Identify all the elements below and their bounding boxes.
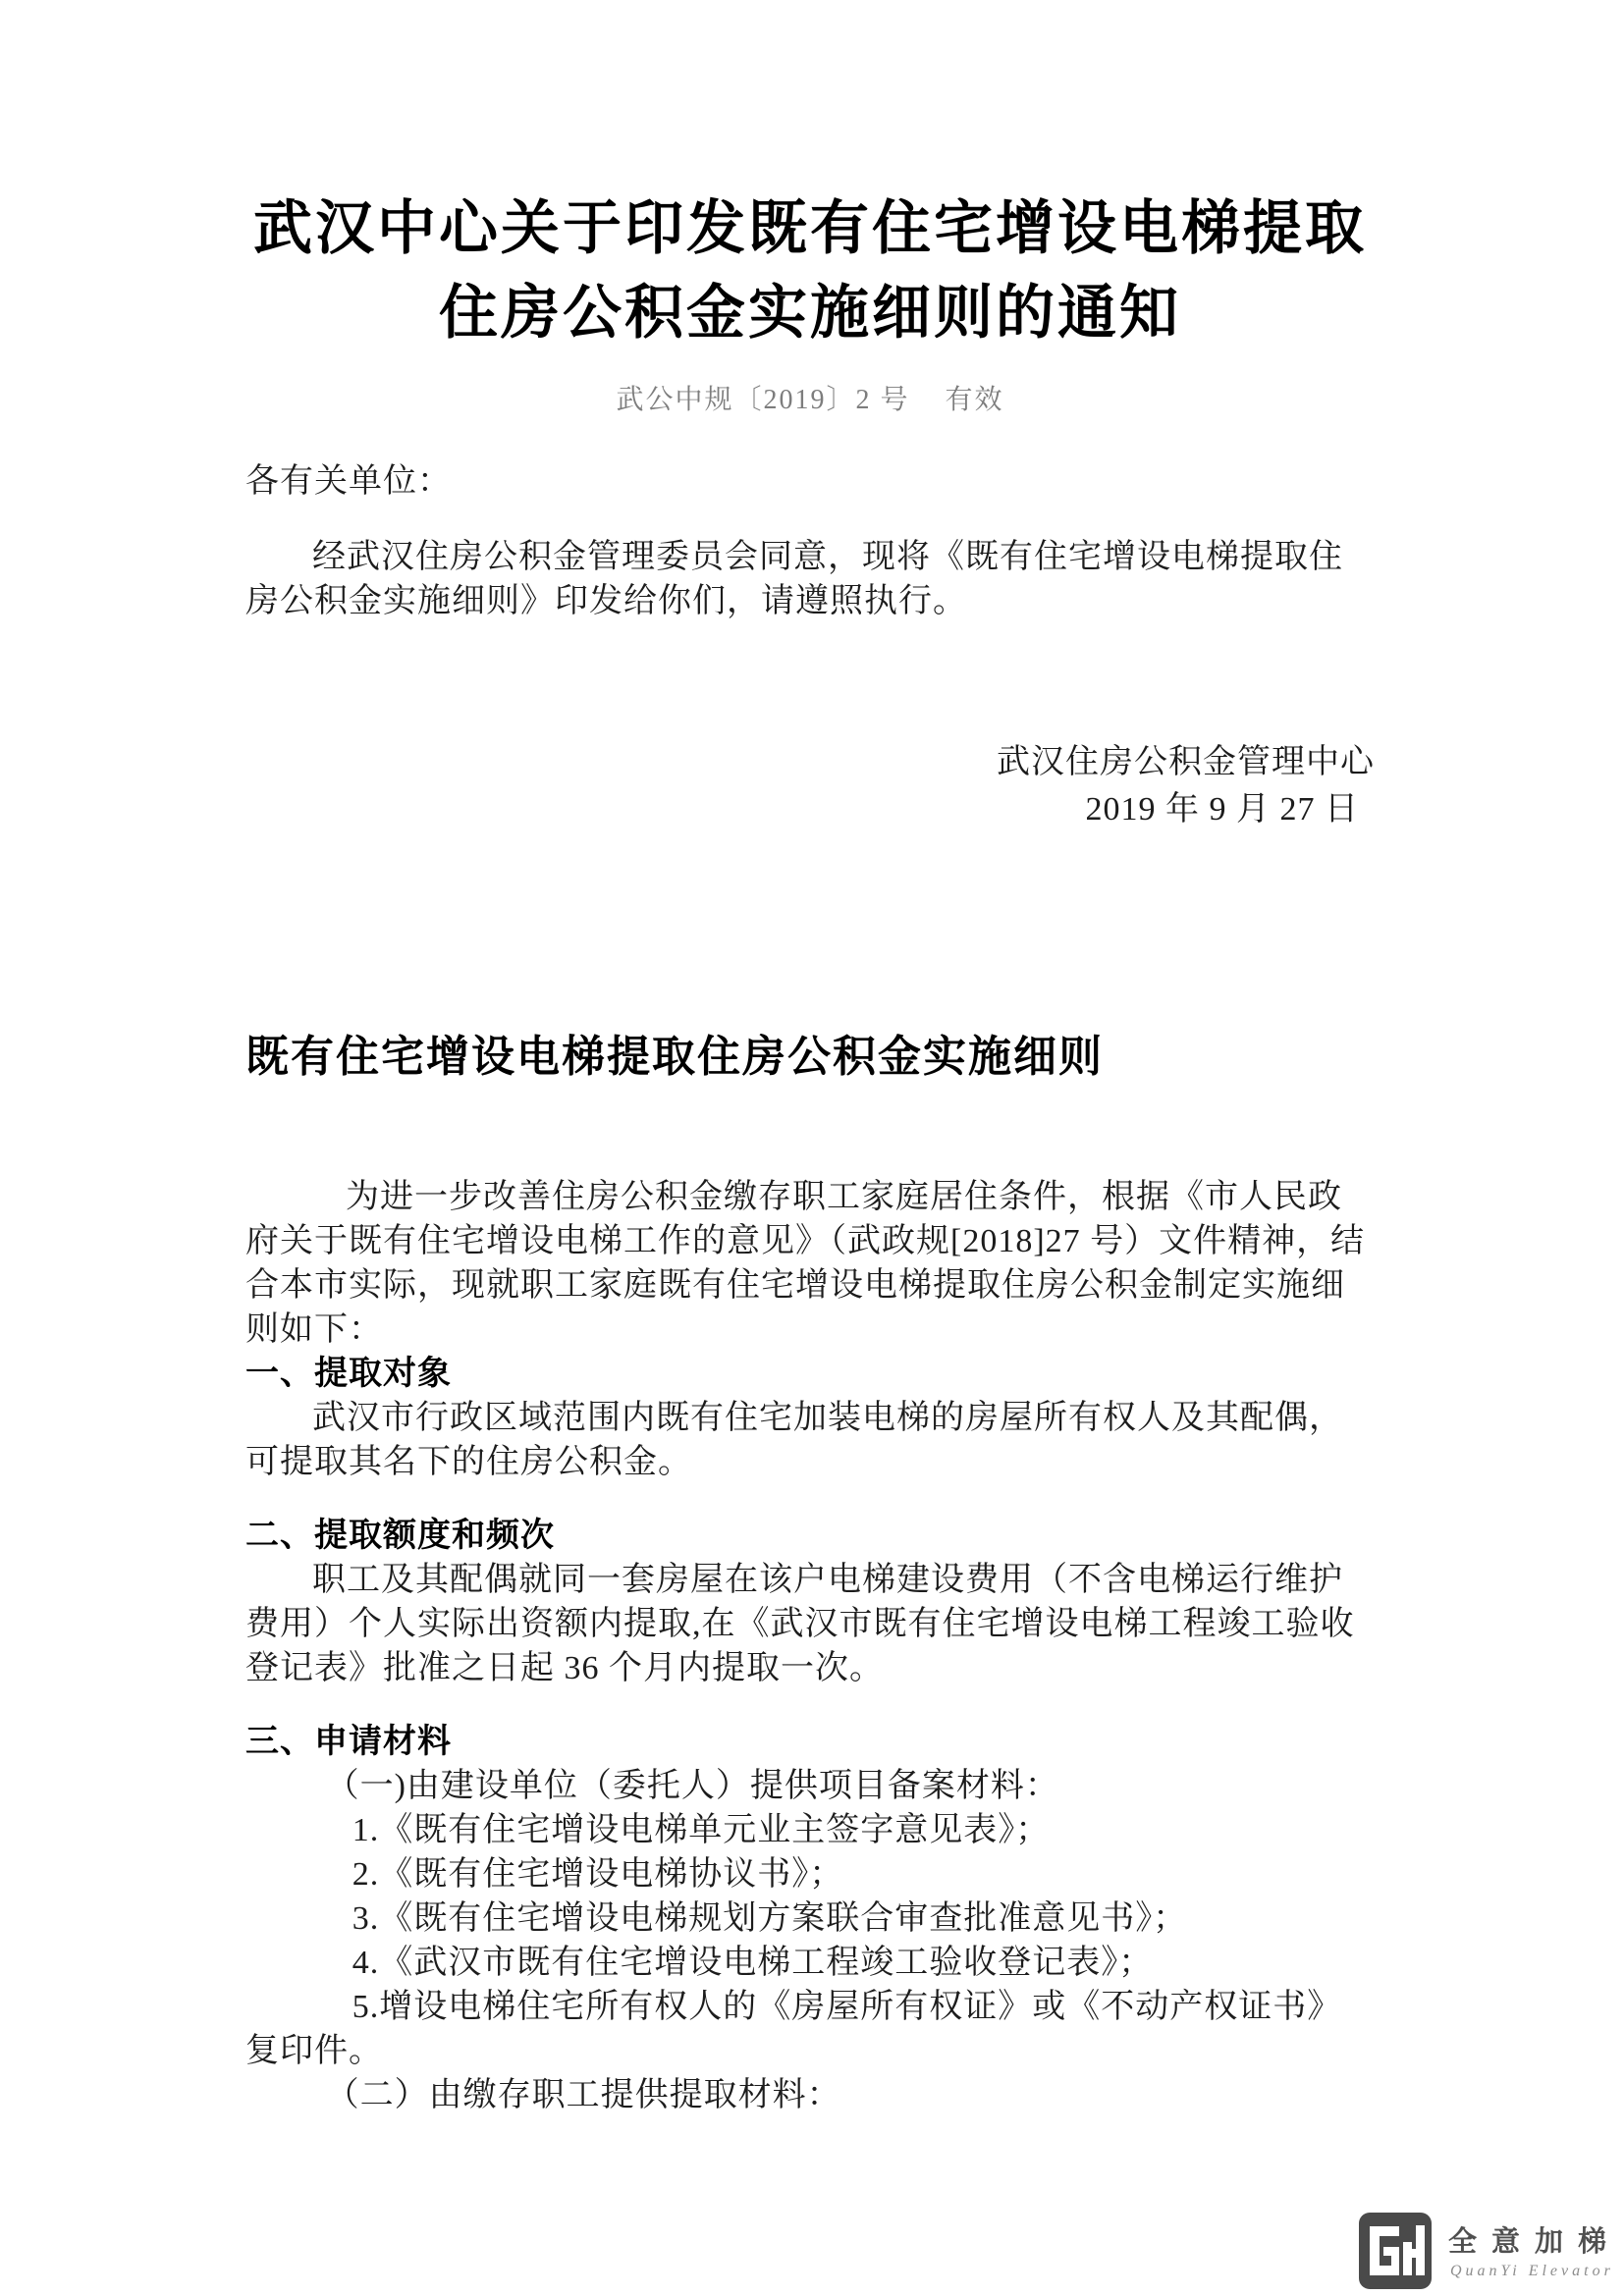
status-label: 有效: [945, 385, 1004, 415]
material-item: 3.《既有住宅增设电梯规划方案联合审查批准意见书》；: [352, 1900, 1188, 1937]
section1-body: 武汉市行政区域范围内既有住宅加装电梯的房屋所有权人及其配偶，可提取其名下的住房公积金。: [245, 1400, 1343, 1480]
signature-block: [245, 739, 1375, 833]
doc-number: 武公中规〔2019〕2 号: [616, 385, 910, 415]
quanyi-elevator-logo: [1358, 2212, 1622, 2294]
section2-body: 职工及其配偶就同一套房屋在该户电梯建设费用（不含电梯运行维护费用）个人实际出资额内提取,在《武汉市既有住宅增设电梯工程竣工验收登记表》批准之日起 36 个月内提取一次。: [245, 1562, 1355, 1686]
document-content: [245, 0, 1375, 2117]
salutation: 各有关单位：: [245, 463, 452, 500]
material-item: 2.《既有住宅增设电梯协议书》；: [352, 1856, 844, 1893]
logo-name-cn: 全意加梯: [1448, 2226, 1622, 2258]
materials-part1-label: （一)由建设单位（委托人）提供项目备案材料：: [325, 1768, 1059, 1804]
notice-body-paragraph: 经武汉住房公积金管理委员会同意，现将《既有住宅增设电梯提取住房公积金实施细则》印发给你们，请遵照执行。: [245, 539, 1343, 619]
qh-monogram-icon: [1358, 2212, 1433, 2290]
materials-part2-label: （二）由缴存职工提供提取材料：: [325, 2077, 841, 2113]
notice-title: [245, 187, 1375, 355]
sign-date: 2019 年 9 月 27 日: [1085, 791, 1359, 828]
section2-heading: 二、提取额度和频次: [245, 1518, 555, 1554]
notice-title-line1: 武汉中心关于印发既有住宅增设电梯提取: [253, 196, 1367, 261]
material-item: 4.《武汉市既有住宅增设电梯工程竣工验收登记表》；: [352, 1945, 1154, 1981]
rules-title: 既有住宅增设电梯提取住房公积金实施细则: [245, 1033, 1104, 1081]
logo-name-en: QuanYi Elevator: [1450, 2263, 1614, 2279]
signature: 武汉住房公积金管理中心: [997, 744, 1375, 780]
section3-heading: 三、申请材料: [245, 1724, 452, 1760]
material-item: 5.增设电梯住宅所有权人的《房屋所有权证》或《不动产权证书》复印件。: [245, 1989, 1342, 2069]
section1-heading: 一、提取对象: [245, 1356, 452, 1392]
notice-title-line2: 住房公积金实施细则的通知: [439, 281, 1181, 346]
rules-intro-paragraph: 为进一步改善住房公积金缴存职工家庭居住条件，根据《市人民政府关于既有住宅增设电梯工作的意见》（武政规[2018]27 号）文件精神，结合本市实际，现就职工家庭既有住宅增设电梯提取住房公积金制定实施细则如下：: [245, 1179, 1366, 1348]
doc-number-line: [245, 381, 1375, 420]
material-item: 1.《既有住宅增设电梯单元业主签字意见表》；: [352, 1812, 1051, 1848]
